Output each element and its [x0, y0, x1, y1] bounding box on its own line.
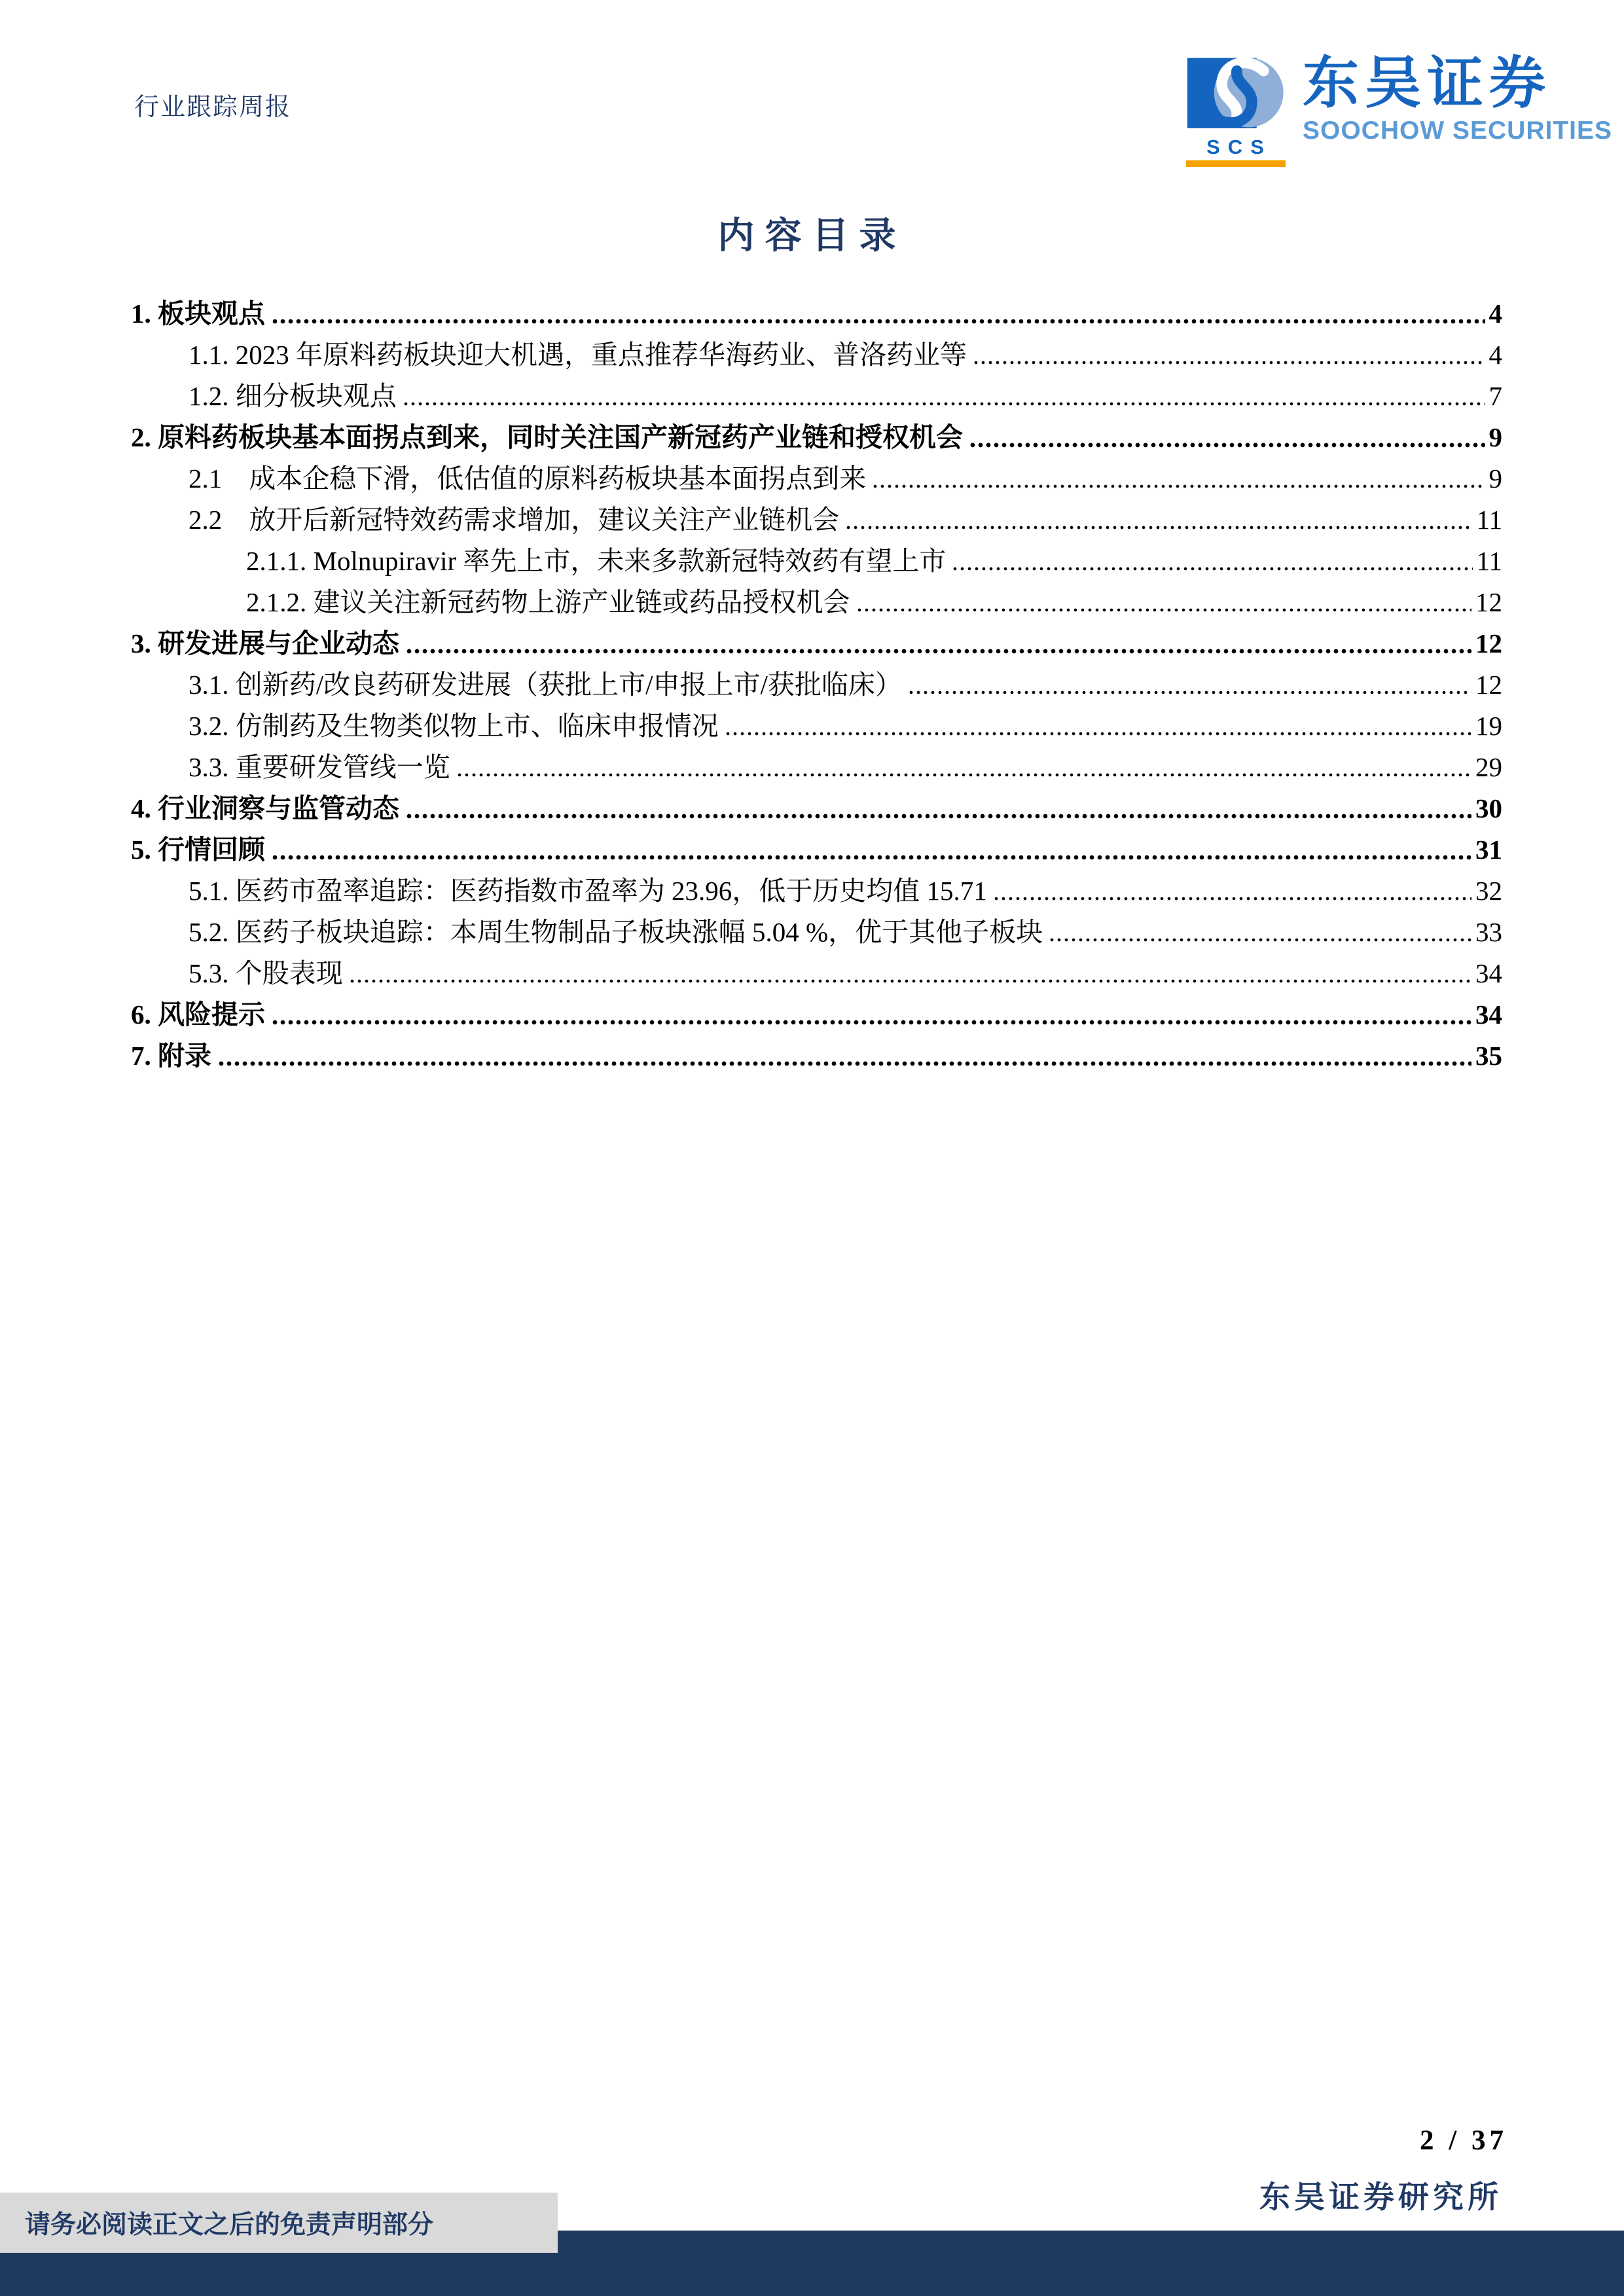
- toc-entry-label: 2.1.2. 建议关注新冠药物上游产业链或药品授权机会: [246, 587, 850, 618]
- toc-dot-leader: [457, 772, 1471, 778]
- toc-entry: [131, 494, 1502, 535]
- toc-dot-leader: [725, 731, 1471, 736]
- scs-swirl-icon: [1186, 55, 1286, 135]
- toc-entry: [131, 535, 1502, 577]
- toc-entry-label: 2.1.1. Molnupiravir 率先上市，未来多款新冠特效药有望上市: [246, 546, 947, 577]
- toc-entry: [131, 906, 1502, 948]
- toc-dot-leader: [403, 401, 1485, 406]
- toc-entry-page-number: 4: [1489, 298, 1502, 329]
- toc-entry-page-number: 11: [1476, 546, 1502, 577]
- toc-entry-label: 5.1. 医药市盈率追踪：医药指数市盈率为 23.96，低于历史均值 15.71: [189, 876, 987, 906]
- disclaimer-notice: 请务必阅读正文之后的免责声明部分: [0, 2193, 558, 2253]
- toc-dot-leader: [406, 813, 1471, 819]
- toc-entry-label: 2. 原料药板块基本面拐点到来，同时关注国产新冠药产业链和授权机会: [131, 422, 963, 453]
- toc-entry-label: 5. 行情回顾: [131, 834, 265, 865]
- page-indicator: 2 / 37: [1420, 2125, 1507, 2156]
- toc-entry-page-number: 35: [1475, 1041, 1502, 1071]
- toc-entry: [131, 1030, 1502, 1071]
- toc-dot-leader: [1049, 937, 1471, 942]
- toc-entry-label: 3.1. 创新药/改良药研发进展（获批上市/申报上市/获批临床）: [189, 670, 902, 700]
- report-type-label: 行业跟踪周报: [134, 94, 292, 121]
- toc-entry: [131, 742, 1502, 783]
- toc-entry-page-number: 12: [1475, 587, 1502, 618]
- toc-entry-label: 7. 附录: [131, 1041, 211, 1071]
- logo-scs-text: SCS: [1206, 135, 1272, 158]
- toc-title: 内容目录: [717, 216, 907, 257]
- toc-entry: [131, 618, 1502, 659]
- toc-entry-page-number: 31: [1475, 834, 1502, 865]
- toc-entry-label: 1.1. 2023 年原料药板块迎大机遇，重点推荐华海药业、普洛药业等: [189, 340, 967, 370]
- toc-entry: [131, 700, 1502, 742]
- toc-entry-label: 5.3. 个股表现: [189, 958, 343, 989]
- toc-list: [131, 288, 1502, 1071]
- toc-entry: [131, 783, 1502, 824]
- toc-entry: [131, 659, 1502, 700]
- logo-wordmark: [1303, 52, 1613, 145]
- toc-dot-leader: [272, 854, 1471, 861]
- toc-entry-page-number: 9: [1489, 422, 1502, 453]
- toc-entry-label: 3. 研发进展与企业动态: [131, 628, 399, 659]
- toc-dot-leader: [272, 1019, 1471, 1026]
- toc-entry: [131, 948, 1502, 989]
- toc-entry: [131, 329, 1502, 370]
- toc-entry: [131, 453, 1502, 494]
- toc-dot-leader: [909, 690, 1471, 695]
- toc-entry: [131, 370, 1502, 412]
- toc-dot-leader: [272, 318, 1485, 325]
- toc-dot-leader: [350, 978, 1471, 984]
- toc-entry: [131, 577, 1502, 618]
- toc-entry: [131, 989, 1502, 1030]
- company-logo: [1186, 52, 1613, 167]
- toc-entry-label: 3.2. 仿制药及生物类似物上市、临床申报情况: [189, 711, 719, 742]
- logo-en-name: SOOCHOW SECURITIES: [1303, 117, 1613, 145]
- toc-entry-label: 1.2. 细分板块观点: [189, 381, 397, 412]
- toc-dot-leader: [952, 566, 1472, 571]
- toc-dot-leader: [994, 896, 1471, 901]
- logo-orange-bar: [1186, 160, 1286, 167]
- toc-entry-page-number: 19: [1475, 711, 1502, 742]
- toc-entry-label: 2.1 成本企稳下滑，低估值的原料药板块基本面拐点到来: [189, 463, 867, 494]
- toc-entry-page-number: 11: [1476, 505, 1502, 535]
- toc-entry-label: 1. 板块观点: [131, 298, 265, 329]
- toc-entry-page-number: 12: [1475, 628, 1502, 659]
- toc-dot-leader: [873, 484, 1485, 489]
- toc-dot-leader: [846, 525, 1472, 530]
- toc-entry-page-number: 9: [1489, 463, 1502, 494]
- research-institute-label: 东吴证券研究所: [1259, 2181, 1502, 2215]
- toc-entry-label: 2.2 放开后新冠特效药需求增加，建议关注产业链机会: [189, 505, 840, 535]
- toc-dot-leader: [857, 607, 1472, 613]
- toc-entry: [131, 865, 1502, 906]
- toc-entry-page-number: 33: [1475, 917, 1502, 948]
- toc-entry-page-number: 34: [1475, 958, 1502, 989]
- toc-dot-leader: [973, 360, 1485, 365]
- toc-entry-label: 6. 风险提示: [131, 999, 265, 1030]
- logo-mark: [1186, 55, 1286, 167]
- toc-dot-leader: [218, 1060, 1471, 1067]
- toc-entry-page-number: 7: [1489, 381, 1502, 412]
- toc-entry: [131, 824, 1502, 865]
- logo-cn-name: 东吴证券: [1303, 52, 1551, 115]
- toc-dot-leader: [969, 442, 1485, 448]
- toc-entry-page-number: 12: [1475, 670, 1502, 700]
- toc-entry-label: 4. 行业洞察与监管动态: [131, 793, 399, 824]
- toc-entry-page-number: 29: [1475, 752, 1502, 783]
- toc-entry-page-number: 30: [1475, 793, 1502, 824]
- toc-entry: [131, 412, 1502, 453]
- toc-entry-page-number: 34: [1475, 999, 1502, 1030]
- toc-entry-label: 5.2. 医药子板块追踪：本周生物制品子板块涨幅 5.04 %，优于其他子板块: [189, 917, 1043, 948]
- toc-entry-page-number: 32: [1475, 876, 1502, 906]
- toc-entry: [131, 288, 1502, 329]
- toc-dot-leader: [406, 648, 1471, 655]
- toc-entry-label: 3.3. 重要研发管线一览: [189, 752, 450, 783]
- toc-entry-page-number: 4: [1489, 340, 1502, 370]
